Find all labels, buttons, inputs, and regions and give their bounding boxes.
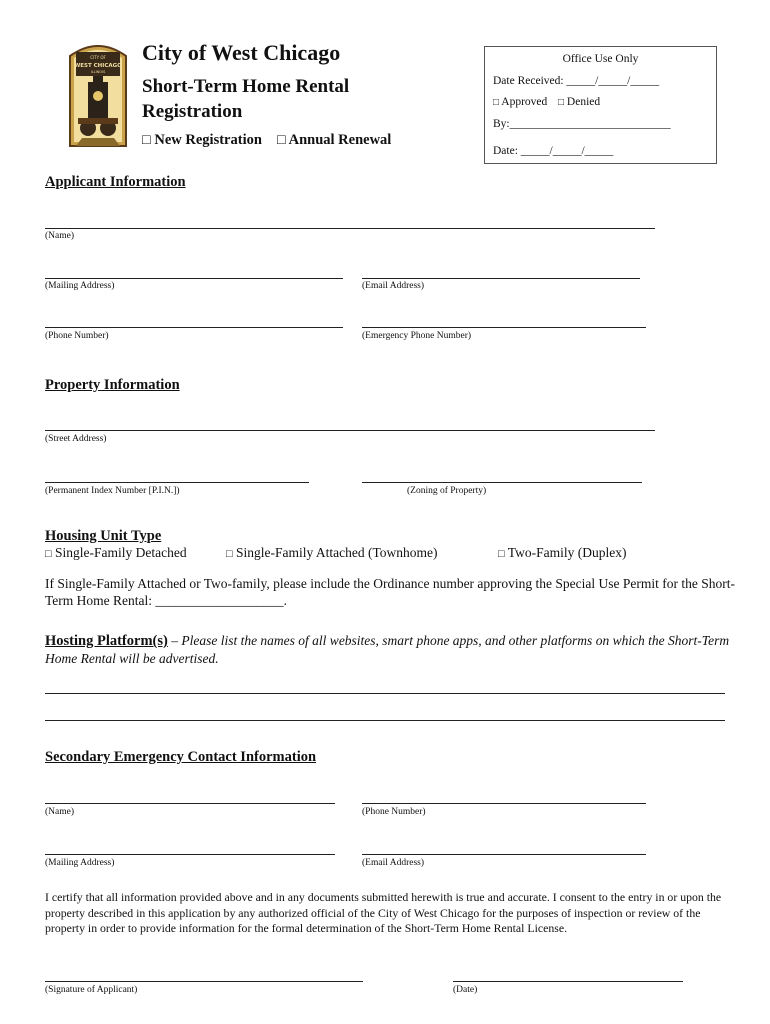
zoning-label: (Zoning of Property) xyxy=(407,486,487,496)
annual-renewal-label: Annual Renewal xyxy=(288,132,392,148)
emergency-phone-label: (Emergency Phone Number) xyxy=(362,331,472,341)
street-address-label: (Street Address) xyxy=(45,434,107,444)
checkbox-icon[interactable]: □ xyxy=(558,97,565,108)
secondary-mailing-label: (Mailing Address) xyxy=(45,858,115,868)
single-family-detached-label: Single-Family Detached xyxy=(55,545,187,560)
secondary-email-line[interactable] xyxy=(362,854,646,855)
office-date-field[interactable]: Date: _____/_____/_____ xyxy=(493,145,614,157)
checkbox-icon[interactable]: □ xyxy=(226,548,233,560)
hosting-platform-line-2[interactable] xyxy=(45,720,725,721)
denied-option[interactable] xyxy=(558,96,600,108)
signature-line[interactable] xyxy=(45,981,363,982)
approved-option[interactable] xyxy=(493,96,547,108)
checkbox-icon[interactable]: □ xyxy=(493,97,500,108)
pin-label: (Permanent Index Number [P.I.N.]) xyxy=(45,486,180,496)
single-family-detached-option[interactable] xyxy=(45,545,187,561)
logo-text-main: WEST CHICAGO xyxy=(74,63,122,69)
applicant-name-line[interactable] xyxy=(45,228,655,229)
date-line[interactable] xyxy=(453,981,683,982)
mailing-address-line[interactable] xyxy=(45,278,343,279)
signature-label: (Signature of Applicant) xyxy=(45,985,138,995)
phone-number-line[interactable] xyxy=(45,327,343,328)
secondary-name-label: (Name) xyxy=(45,807,75,817)
secondary-phone-line[interactable] xyxy=(362,803,646,804)
single-family-attached-label: Single-Family Attached (Townhome) xyxy=(236,545,438,560)
checkbox-icon[interactable]: □ xyxy=(277,132,286,148)
by-field[interactable]: By:____________________________ xyxy=(493,118,671,130)
secondary-contact-heading: Secondary Emergency Contact Information xyxy=(45,749,317,765)
applicant-heading: Applicant Information xyxy=(45,174,186,190)
email-address-label: (Email Address) xyxy=(362,281,425,291)
logo-text-sub: ILLINOIS xyxy=(90,70,106,74)
approved-label: Approved xyxy=(501,96,548,108)
certification-text: I certify that all information provided above and in any documents submitted herewith is true and accurate. I consent to the entry in or upon the property described in this application by any authorized official of the City of West Chicago for the purposes of inspection or review of the property in order to provide information for the formal determination of the Short-Term Home Rental License. xyxy=(45,890,722,935)
new-registration-label: New Registration xyxy=(154,132,262,148)
secondary-email-label: (Email Address) xyxy=(362,858,425,868)
name-label: (Name) xyxy=(45,231,75,241)
office-use-box xyxy=(484,46,717,164)
secondary-mailing-line[interactable] xyxy=(45,854,335,855)
housing-heading: Housing Unit Type xyxy=(45,528,162,544)
two-family-label: Two-Family (Duplex) xyxy=(507,545,627,560)
office-use-heading: Office Use Only xyxy=(562,53,639,65)
form-title: Short-Term Home Rental Registration xyxy=(142,76,350,122)
emergency-phone-line[interactable] xyxy=(362,327,646,328)
date-label: (Date) xyxy=(453,985,478,995)
property-heading: Property Information xyxy=(45,377,180,393)
logo-text-top: CITY OF xyxy=(90,55,106,60)
checkbox-icon[interactable]: □ xyxy=(498,548,505,560)
pin-line[interactable] xyxy=(45,482,309,483)
annual-renewal-option[interactable] xyxy=(277,132,391,149)
denied-label: Denied xyxy=(566,96,601,108)
zoning-line[interactable] xyxy=(362,482,642,483)
mailing-address-label: (Mailing Address) xyxy=(45,281,115,291)
secondary-phone-label: (Phone Number) xyxy=(362,807,426,817)
secondary-name-line[interactable] xyxy=(45,803,335,804)
email-address-line[interactable] xyxy=(362,278,640,279)
two-family-option[interactable] xyxy=(498,545,626,561)
hosting-platform-line-1[interactable] xyxy=(45,693,725,694)
city-seal-icon xyxy=(66,38,130,150)
hosting-instruction-text: – Please list the names of all websites, smart phone apps, and other platforms on which the Short-Term Home Rental will be advertised. xyxy=(45,633,730,666)
phone-number-label: (Phone Number) xyxy=(45,331,109,341)
hosting-heading: Hosting Platform(s) xyxy=(45,633,168,649)
city-logo xyxy=(66,38,130,150)
city-name: City of West Chicago xyxy=(142,40,341,65)
street-address-line[interactable] xyxy=(45,430,655,431)
ordinance-instruction: If Single-Family Attached or Two-family, please include the Ordinance number approving the Special Use Permit for the Short-Term Home Rental: ___________________. xyxy=(45,576,735,608)
hosting-instruction xyxy=(45,632,735,667)
date-received-field[interactable]: Date Received: _____/_____/_____ xyxy=(493,75,660,87)
single-family-attached-option[interactable] xyxy=(226,545,438,561)
checkbox-icon[interactable]: □ xyxy=(45,548,52,560)
checkbox-icon[interactable]: □ xyxy=(142,132,151,148)
new-registration-option[interactable] xyxy=(142,132,262,149)
